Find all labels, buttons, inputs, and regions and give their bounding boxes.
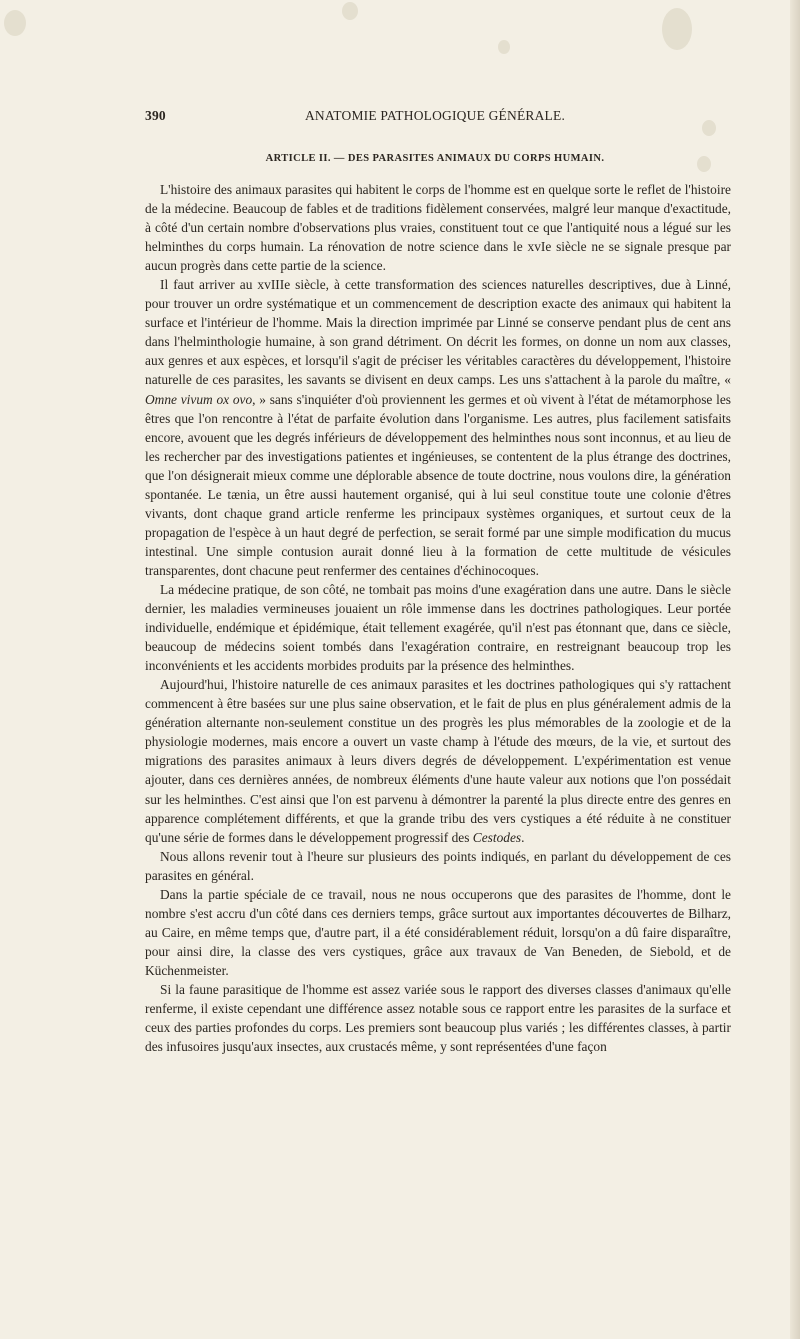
stain-mark: [498, 40, 510, 54]
paragraph: Nous allons revenir tout à l'heure sur plusieurs des points indiqués, en parlant du développement de ces parasites en général.: [145, 848, 731, 883]
page-number: 390: [145, 108, 166, 123]
paragraph: Dans la partie spéciale de ce travail, nous ne nous occuperons que des parasites de l'homme, dont le nombre s'est accru d'un côté dans ces derniers temps, grâce surtout aux importantes découvertes de Bilharz, au Caire, en même temps que, d'autre part, il a été considérablement réduit, lorsqu'on a dû faire disparaître, pour ainsi dire, la classe des vers cystiques, grâce aux travaux de Van Beneden, de Siebold, et de Küchenmeister.: [145, 886, 731, 978]
page-edge: [790, 0, 800, 1339]
paragraph: Il faut arriver au xvIIIe siècle, à cette transformation des sciences naturelles descriptives, due à Linné, pour trouver un ordre systématique et un commencement de description exacte des animaux qui habitent la surface et l'intérieur de l'homme. Mais la direction imprimée par Linné se conserve pendant plus de cent ans dans l'helminthologie humaine, à son grand détriment. On décrit les formes, on donne un nom aux classes, aux genres et aux espèces, et lorsqu'il s'agit de préciser les véritables caractères du développement, l'histoire naturelle de ces parasites, les savants se divisent en deux camps. Les uns s'attachent à la parole du maître, « Omne vivum ox ovo, » sans s'inquiéter d'où proviennent les germes et où vivent à l'état de métamorphose les êtres que l'on rencontre à l'état de parfaite évolution dans l'organisme. Les autres, plus facilement satisfaits encore, avouent que les degrés inférieurs de développement des helminthes nous sont inconnus, et au lieu de les rechercher par des investigations patientes et ingénieuses, se contentent de la plus étrange des doctrines, que l'on désignerait mieux comme une déplorable absence de toute doctrine, nous voulons dire, la génération spontanée. Le tænia, un être aussi hautement organisé, qui à lui seul constitue toute une colonie d'êtres vivants, dont chaque grand article renferme les principaux systèmes organiques, et surtout ceux de la propagation de l'espèce à un haut degré de perfection, se serait formé par une simple modification du mucus intestinal. Une simple contusion aurait donné lieu à la formation de cette multitude de vésicules transparentes, dont chacune peut renfermer des centaines d'échinocoques.: [145, 277, 731, 578]
latin-quote: Omne vivum ox ovo: [145, 391, 253, 407]
stain-mark: [662, 8, 692, 50]
page-header: [145, 108, 725, 128]
article-heading: ARTICLE II. — DES PARASITES ANIMAUX DU CORPS HUMAIN.: [265, 153, 605, 164]
running-title: ANATOMIE PATHOLOGIQUE GÉNÉRALE.: [304, 108, 566, 123]
stain-mark: [4, 10, 26, 36]
paragraph: La médecine pratique, de son côté, ne tombait pas moins d'une exagération dans une autre. Dans le siècle dernier, les maladies vermineuses jouaient un rôle immense dans les doctrines pathologiques. Leur portée individuelle, endémique et épidémique, était tellement exagérée, qu'il n'est pas étonnant que, dans ce siècle, beaucoup de médecins soient tombés dans l'exagération contraire, en restreignant beaucoup trop les inconvénients et les accidents morbides produits par la présence des helminthes.: [145, 581, 731, 674]
stain-mark: [342, 2, 358, 20]
paragraph: L'histoire des animaux parasites qui habitent le corps de l'homme est en quelque sorte le reflet de l'histoire de la médecine. Beaucoup de fables et de traditions fidèlement conservées, malgré leur manque d'exactitude, à côté d'un certain nombre d'observations plus vraies, constituent tout ce que l'antiquité nous a légué sur les helminthes du corps humain. La rénovation de notre science dans le xvIe siècle ne se signale presque par aucun progrès dans cette partie de la science.: [145, 182, 731, 274]
body-text: [145, 180, 731, 1056]
paragraph: Si la faune parasitique de l'homme est assez variée sous le rapport des diverses classes d'animaux qu'elle renferme, il existe cependant une différence assez notable sous ce rapport entre les parasites de la surface et ceux des parties profondes du corps. Les premiers sont beaucoup plus variés ; les différentes classes, à partir des infusoires jusqu'aux insectes, aux crustacés même, y sont représentées d'une façon: [145, 981, 731, 1055]
paragraph: Aujourd'hui, l'histoire naturelle de ces animaux parasites et les doctrines pathologiques qui s'y rattachent commencent à être basées sur une plus saine observation, et le fait de plus en plus généralement admis de la génération alternante non-seulement constitue un des progrès les plus mémorables de la zoologie et de la physiologie modernes, mais encore a ouvert un vaste champ à l'étude des mœurs, de la vie, et surtout des migrations des parasites animaux à leurs divers degrés de développement. L'expérimentation est venue ajouter, dans ces dernières années, de nombreux éléments d'une haute valeur aux notions que l'on possédait sur les helminthes. C'est ainsi que l'on est parvenu à démontrer la parenté la plus directe entre des genres en apparence complétement différents, et que la grande tribu des vers cystiques a été réduite à ne constituer qu'une série de formes dans le développement progressif des Cestodes.: [145, 677, 731, 845]
taxon-name: Cestodes: [472, 829, 522, 845]
